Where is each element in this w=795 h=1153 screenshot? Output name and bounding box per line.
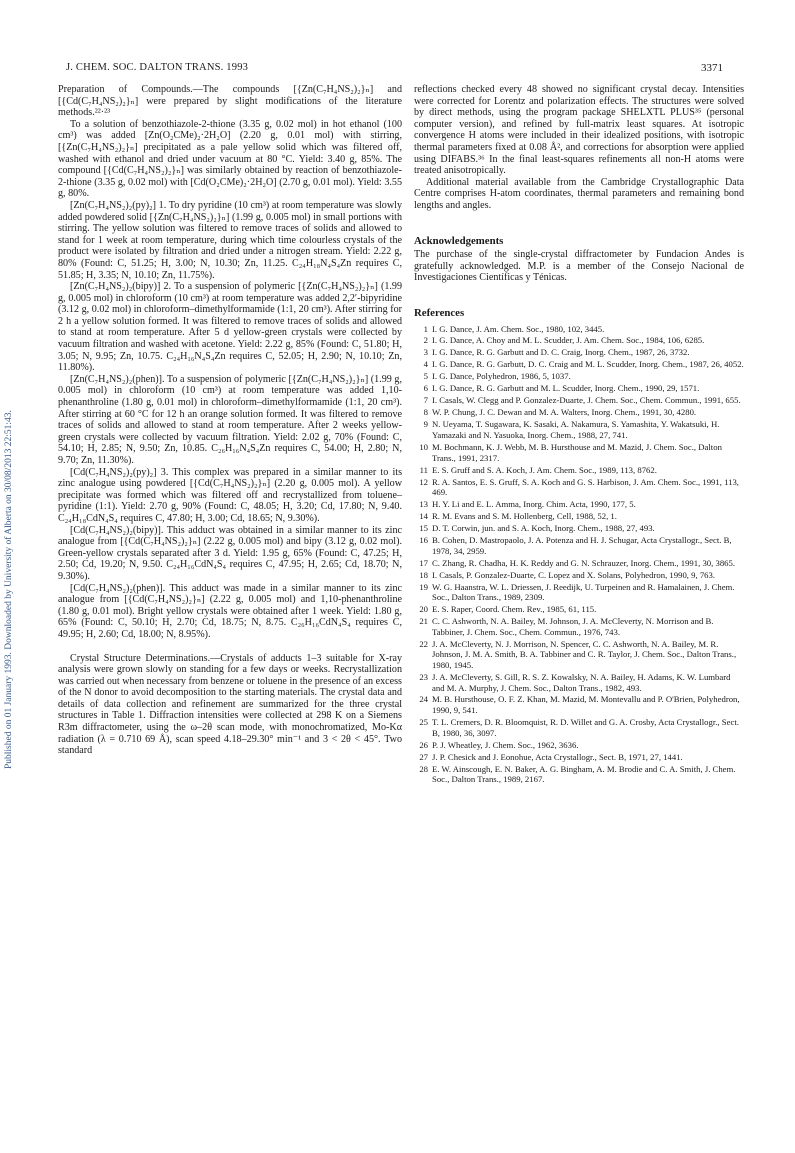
reference-number: 17 [419,557,428,568]
paragraph-reflections: reflections checked every 48 showed no significant crystal decay. Intensities were corrected for Lorentz and polarization effects. The structures were solved by direct methods, using the program package SHELXTL PLUS³⁵ (personal computer version), and refined by full-matrix least squares. At isotropic convergence H atoms were included in their idealized positions, with isotropic thermal parameters fixed at 0.08 Å², and corrections for absorption were applied using DIFABS.³⁶ In the final least-squares refinements all non-H atoms were treated anisotropically. [414,84,744,177]
reference-item [414,371,744,382]
page-header [66,62,729,78]
reference-number: 12 [419,476,428,487]
reference-item [414,740,744,751]
reference-number: 10 [419,441,428,452]
reference-text: I. G. Dance, Polyhedron, 1986, 5, 1037. [432,371,571,382]
reference-item [414,535,744,556]
reference-number: 22 [419,638,428,649]
download-notice: Published on 01 January 1993. Downloaded by University of Alberta on 30/08/2013 22:51:43. [4,410,14,770]
paragraph-polymer-synthesis: To a solution of benzothiazole-2-thione (3.35 g, 0.02 mol) in hot ethanol (100 cm³) was added [Zn(O₂CMe)₂·2H₂O] (2.20 g, 0.01 mol) with stirring, [{Zn(C₇H₄NS₂)₂}ₙ] precipitated as a pale yellow solid which was filtered off, washed with ethanol and dried under vacuum at 80 °C. Yield: 3.40 g, 85%. The compound [{Cd(C₇H₄NS₂)₂}ₙ] was similarly obtained by reaction of benzothiazole-2-thione (3.35 g, 0.02 mol) with [Cd(O₂CMe)₂·2H₂O] (2.70 g, 0.01 mol). Yield: 3.55 g, 80%. [58,118,402,200]
reference-item [414,694,744,715]
reference-text: I. G. Dance, R. G. Garbutt and M. L. Scudder, Inorg. Chem., 1990, 29, 1571. [432,383,700,394]
paragraph-cd-bipy: [Cd(C₇H₄NS₂)₂(bipy)]. This adduct was obtained in a similar manner to its zinc analogue from [{Cd(C₇H₄NS₂)₂}ₙ] (2.22 g, 0.005 mol) and bipy (3.12 g, 0.02 mol). Green-yellow crystals separated after 3 d. Yield: 1.95 g, 65% (Found: C, 47.25; H, 2.50; Cd, 19.20; N, 9.50. C₂₄H₁₆CdN₄S₄ requires C, 47.95; H, 2.65; Cd, 18.70; N, 9.30%). [58,524,402,582]
reference-number: 14 [419,511,428,522]
reference-text: J. P. Chesick and J. Eonohue, Acta Crystallogr., Sect. B, 1971, 27, 1441. [432,751,683,762]
reference-item [414,419,744,440]
reference-text: M. Bochmann, K. J. Webb, M. B. Hursthouse and M. Mazid, J. Chem. Soc., Dalton Trans., 1991, 2317. [432,441,722,463]
reference-item [414,570,744,581]
reference-item [414,558,744,569]
reference-number: 13 [419,499,428,510]
reference-text: N. Ueyama, T. Sugawara, K. Sasaki, A. Nakamura, S. Yamashita, Y. Wakatsuki, H. Yamazaki and N. Yasuoka, Inorg. Chem., 1988, 27, 741. [432,419,720,440]
reference-list [414,324,744,785]
paragraph-crystal-structure: Crystal Structure Determinations.—Crystals of adducts 1–3 suitable for X-ray analysis were grown slowly on standing for a few days or weeks. Recrystallization was carried out when necessary from benzene or toluene in the presence of an excess of the N donor to avoid decomposition to the starting materials. The crystal data and details of data collection and refinement are summarized for the three crystal structures in Table 1. Diffraction intensities were collected at 298 K on a Siemens R3m diffractometer, using the ω–2θ scan mode, with monochromatized, Mo-Kα radiation (λ = 0.710 69 Å), scan speed 4.18–29.30° min⁻¹ and 3 < 2θ < 45°. Two standard [58,652,402,757]
reference-number: 8 [423,407,428,418]
reference-item [414,523,744,534]
reference-text: M. B. Hursthouse, O. F. Z. Khan, M. Mazid, M. Montevallu and P. O'Brien, Polyhedron, 1990, 9, 541. [432,694,740,716]
paragraph-preparation: Preparation of Compounds.—The compounds [{Zn(C₇H₄NS₂)₂}ₙ] and [{Cd(C₇H₄NS₂)₂}ₙ] were prepared by slight modifications of the literature methods.²²·²³ [58,84,402,119]
reference-text: I. G. Dance, R. G. Garbutt and D. C. Craig, Inorg. Chem., 1987, 26, 3732. [432,347,690,358]
reference-text: I. G. Dance, A. Choy and M. L. Scudder, J. Am. Chem. Soc., 1984, 106, 6285. [432,335,705,346]
reference-number: 3 [423,347,428,358]
reference-item [414,383,744,394]
reference-text: C. C. Ashworth, N. A. Bailey, M. Johnson, J. A. McCleverty, N. Morrison and B. Tabbiner, J. Chem. Soc., Chem. Commun., 1976, 743. [432,616,714,637]
reference-item [414,764,744,785]
reference-text: I. Casals, P. Gonzalez-Duarte, C. Lopez and X. Solans, Polyhedron, 1990, 9, 763. [432,569,716,580]
reference-item [414,499,744,510]
reference-text: J. A. McCleverty, N. J. Morrison, N. Spencer, C. C. Ashworth, N. A. Bailey, M. R. Johnson, J. M. A. Smith, B. A. Tabbiner and C. R. Taylor, J. Chem. Soc., Dalton Trans., 1980, 1945. [432,638,737,670]
page-number: 3371 [701,62,723,74]
reference-item [414,604,744,615]
reference-number: 16 [419,535,428,546]
reference-number: 24 [419,694,428,705]
reference-text: P. J. Wheatley, J. Chem. Soc., 1962, 3636. [432,739,579,750]
reference-item [414,407,744,418]
reference-item [414,511,744,522]
reference-number: 27 [419,751,428,762]
paragraph-cd-phen: [Cd(C₇H₄NS₂)₂(phen)]. This adduct was made in a similar manner to its zinc analogue from [{Cd(C₇H₄NS₂)₂}ₙ] (2.22 g, 0.005 mol) and 1,10-phenanthroline (1.80 g, 0.01 mol). Bright yellow crystals were obtained after 1 week. Yield: 1.80 g, 65% (Found: C, 50.10; H, 2.70; Cd, 18.75; N, 8.75. C₂₆H₁₆CdN₄S₄ requires C, 49.95; H, 2.60; Cd, 18.00; N, 8.95%). [58,582,402,640]
reference-text: W. P. Chung, J. C. Dewan and M. A. Walters, Inorg. Chem., 1991, 30, 4280. [432,407,697,418]
reference-text: R. A. Santos, E. S. Gruff, S. A. Koch and G. S. Harbison, J. Am. Chem. Soc., 1991, 113, 469. [432,476,739,498]
acknowledgements-heading: Acknowledgements [414,234,504,247]
paragraph-compound-3: [Cd(C₇H₄NS₂)₂(py)₂] 3. This complex was prepared in a similar manner to its zinc analogue using powdered [{Cd(C₇H₄NS₂)₂}ₙ] (2.20 g, 0.005 mol). A yellow precipitate was formed which was filtered off and recrystallized from toluene–pyridine (1:1). Yield: 2.70 g, 90% (Found: C, 48.05; H, 3.20; Cd, 17.80; N, 9.40. C₂₄H₁₈CdN₄S₄ requires C, 47.80; H, 3.00; Cd, 18.65; N, 9.30%). [58,466,402,524]
reference-item [414,359,744,370]
journal-running-head: J. CHEM. SOC. DALTON TRANS. 1993 [66,62,249,73]
reference-number: 28 [419,763,428,774]
paragraph-zn-phen: [Zn(C₇H₄NS₂)₂(phen)]. To a suspension of polymeric [{Zn(C₇H₄NS₂)₂}ₙ] (1.99 g, 0.005 mol) in chloroform (10 cm³) at room temperature was added 1,10-phenanthroline (1.80 g, 0.01 mol) in chloroform–dimethylformamide (1:1, 20 cm³). After stirring at 60 °C for 12 h an orange solution formed. It was filtered to remove traces of solids and allowed to stand at room temperature. After 2 weeks yellow-green crystals were collected by vacuum filtration. Yield: 2.02 g, 70% (Found: C, 54.10; H, 2.85; N, 9.50; Zn, 10.85. C₂₆H₁₆N₄S₄Zn requires C, 54.00; H, 2.80; N, 9.70; Zn, 11.30%). [58,373,402,466]
reference-text: B. Cohen, D. Mastropaolo, J. A. Potenza and H. J. Schugar, Acta Crystallogr., Sect. B, 1978, 34, 2959. [432,535,732,556]
reference-number: 9 [423,419,428,430]
reference-text: J. A. McCleverty, S. Gill, R. S. Z. Kowalsky, N. A. Bailey, H. Adams, K. W. Lumbard and M. A. Murphy, J. Chem. Soc., Dalton Trans., 1982, 493. [432,671,731,693]
reference-text: W. G. Haanstra, W. L. Driessen, J. Reedijk, U. Turpeinen and R. Hamalainen, J. Chem. Soc., Dalton Trans., 1989, 2309. [432,581,735,603]
reference-item [414,335,744,346]
reference-number: 11 [419,464,428,475]
reference-text: E. W. Ainscough, E. N. Baker, A. G. Bingham, A. M. Brodie and C. A. Smith, J. Chem. Soc., Dalton Trans., 1989, 2167. [432,763,736,785]
reference-number: 18 [419,569,428,580]
reference-item [414,347,744,358]
reference-text: T. L. Cremers, D. R. Bloomquist, R. D. Willet and G. A. Crosby, Acta Crystallogr., Sect. B, 1980, 36, 3097. [432,717,739,738]
reference-number: 15 [419,523,428,534]
reference-text: R. M. Evans and S. M. Hollenberg, Cell, 1988, 52, 1. [432,511,617,522]
reference-item [414,395,744,406]
paragraph-additional-material: Additional material available from the Cambridge Crystallographic Data Centre comprises H-atom coordinates, thermal parameters and remaining bond lengths and angles. [414,176,744,211]
reference-number: 5 [423,371,428,382]
reference-number: 7 [423,395,428,406]
reference-number: 23 [419,671,428,682]
reference-text: C. Zhang, R. Chadha, H. K. Reddy and G. N. Schrauzer, Inorg. Chem., 1991, 30, 3865. [432,557,736,568]
paragraph-compound-1: [Zn(C₇H₄NS₂)₂(py)₂] 1. To dry pyridine (10 cm³) at room temperature was slowly added powdered solid [{Zn(C₇H₄NS₂)₂}ₙ] (1.99 g, 0.005 mol) in small portions with stirring. The yellow solution was filtered to remove traces of solids and allowed to stand for 1 week at room temperature, during which time colourless crystals of the product were isolated by filtration and dried under a nitrogen stream. Yield: 2.22 g, 80% (Found: C, 51.25; H, 3.00; N, 10.30; Zn, 11.25. C₂₄H₁₈N₄S₄Zn requires C, 51.85; H, 3.35; N, 10.10; Zn, 11.75%). [58,199,402,281]
acknowledgements-text: The purchase of the single-crystal diffractometer by Fundacion Andes is gratefully acknowledged. M.P. is a member of the Consejo Nacional de Investigaciones Científicas y Ténicas. [414,249,744,284]
reference-number: 26 [419,739,428,750]
reference-item [414,639,744,671]
reference-number: 21 [419,616,428,627]
reference-number: 2 [423,335,428,346]
reference-item [414,672,744,693]
reference-number: 19 [419,581,428,592]
reference-item [414,477,744,498]
reference-text: I. G. Dance, R. G. Garbutt, D. C. Craig and M. L. Scudder, Inorg. Chem., 1987, 26, 4052. [432,359,744,370]
reference-number: 1 [423,323,428,334]
reference-number: 20 [419,604,428,615]
reference-number: 4 [423,359,428,370]
reference-text: I. G. Dance, J. Am. Chem. Soc., 1980, 102, 3445. [432,323,605,334]
reference-text: H. Y. Li and E. L. Amma, Inorg. Chim. Acta, 1990, 177, 5. [432,499,636,510]
reference-item [414,442,744,463]
reference-text: E. S. Gruff and S. A. Koch, J. Am. Chem. Soc., 1989, 113, 8762. [432,464,657,475]
right-column [414,84,744,786]
reference-number: 25 [419,717,428,728]
reference-item [414,616,744,637]
reference-text: D. T. Corwin, jun. and S. A. Koch, Inorg. Chem., 1988, 27, 493. [432,523,655,534]
left-column [58,84,402,757]
reference-item [414,717,744,738]
reference-item [414,324,744,335]
reference-item [414,752,744,763]
reference-text: E. S. Raper, Coord. Chem. Rev., 1985, 61, 115. [432,604,597,615]
reference-text: I. Casals, W. Clegg and P. Gonzalez-Duarte, J. Chem. Soc., Chem. Commun., 1991, 655. [432,395,741,406]
reference-number: 6 [423,383,428,394]
paragraph-compound-2: [Zn(C₇H₄NS₂)₂(bipy)] 2. To a suspension of polymeric [{Zn(C₇H₄NS₂)₂}ₙ] (1.99 g, 0.005 mol) in chloroform (10 cm³) at room temperature was added 2,2′-bipyridine (3.12 g, 0.02 mol) in chloroform–dimethylformamide (1:1, 20 cm³). After stirring for 2 h a yellow solution formed. It was filtered to remove traces of solids and allowed to stand at room temperature. After 5 d yellow-green crystals were collected by vacuum filtration and washed with acetone. Yield: 2.22 g, 85% (Found: C, 51.80; H, 3.05; N, 9.95; Zn, 10.75. C₂₄H₁₆N₄S₄Zn requires C, 52.05; H, 2.90; N, 10.10; Zn, 11.80%). [58,281,402,374]
reference-item [414,465,744,476]
reference-item [414,582,744,603]
references-heading: References [414,306,465,319]
